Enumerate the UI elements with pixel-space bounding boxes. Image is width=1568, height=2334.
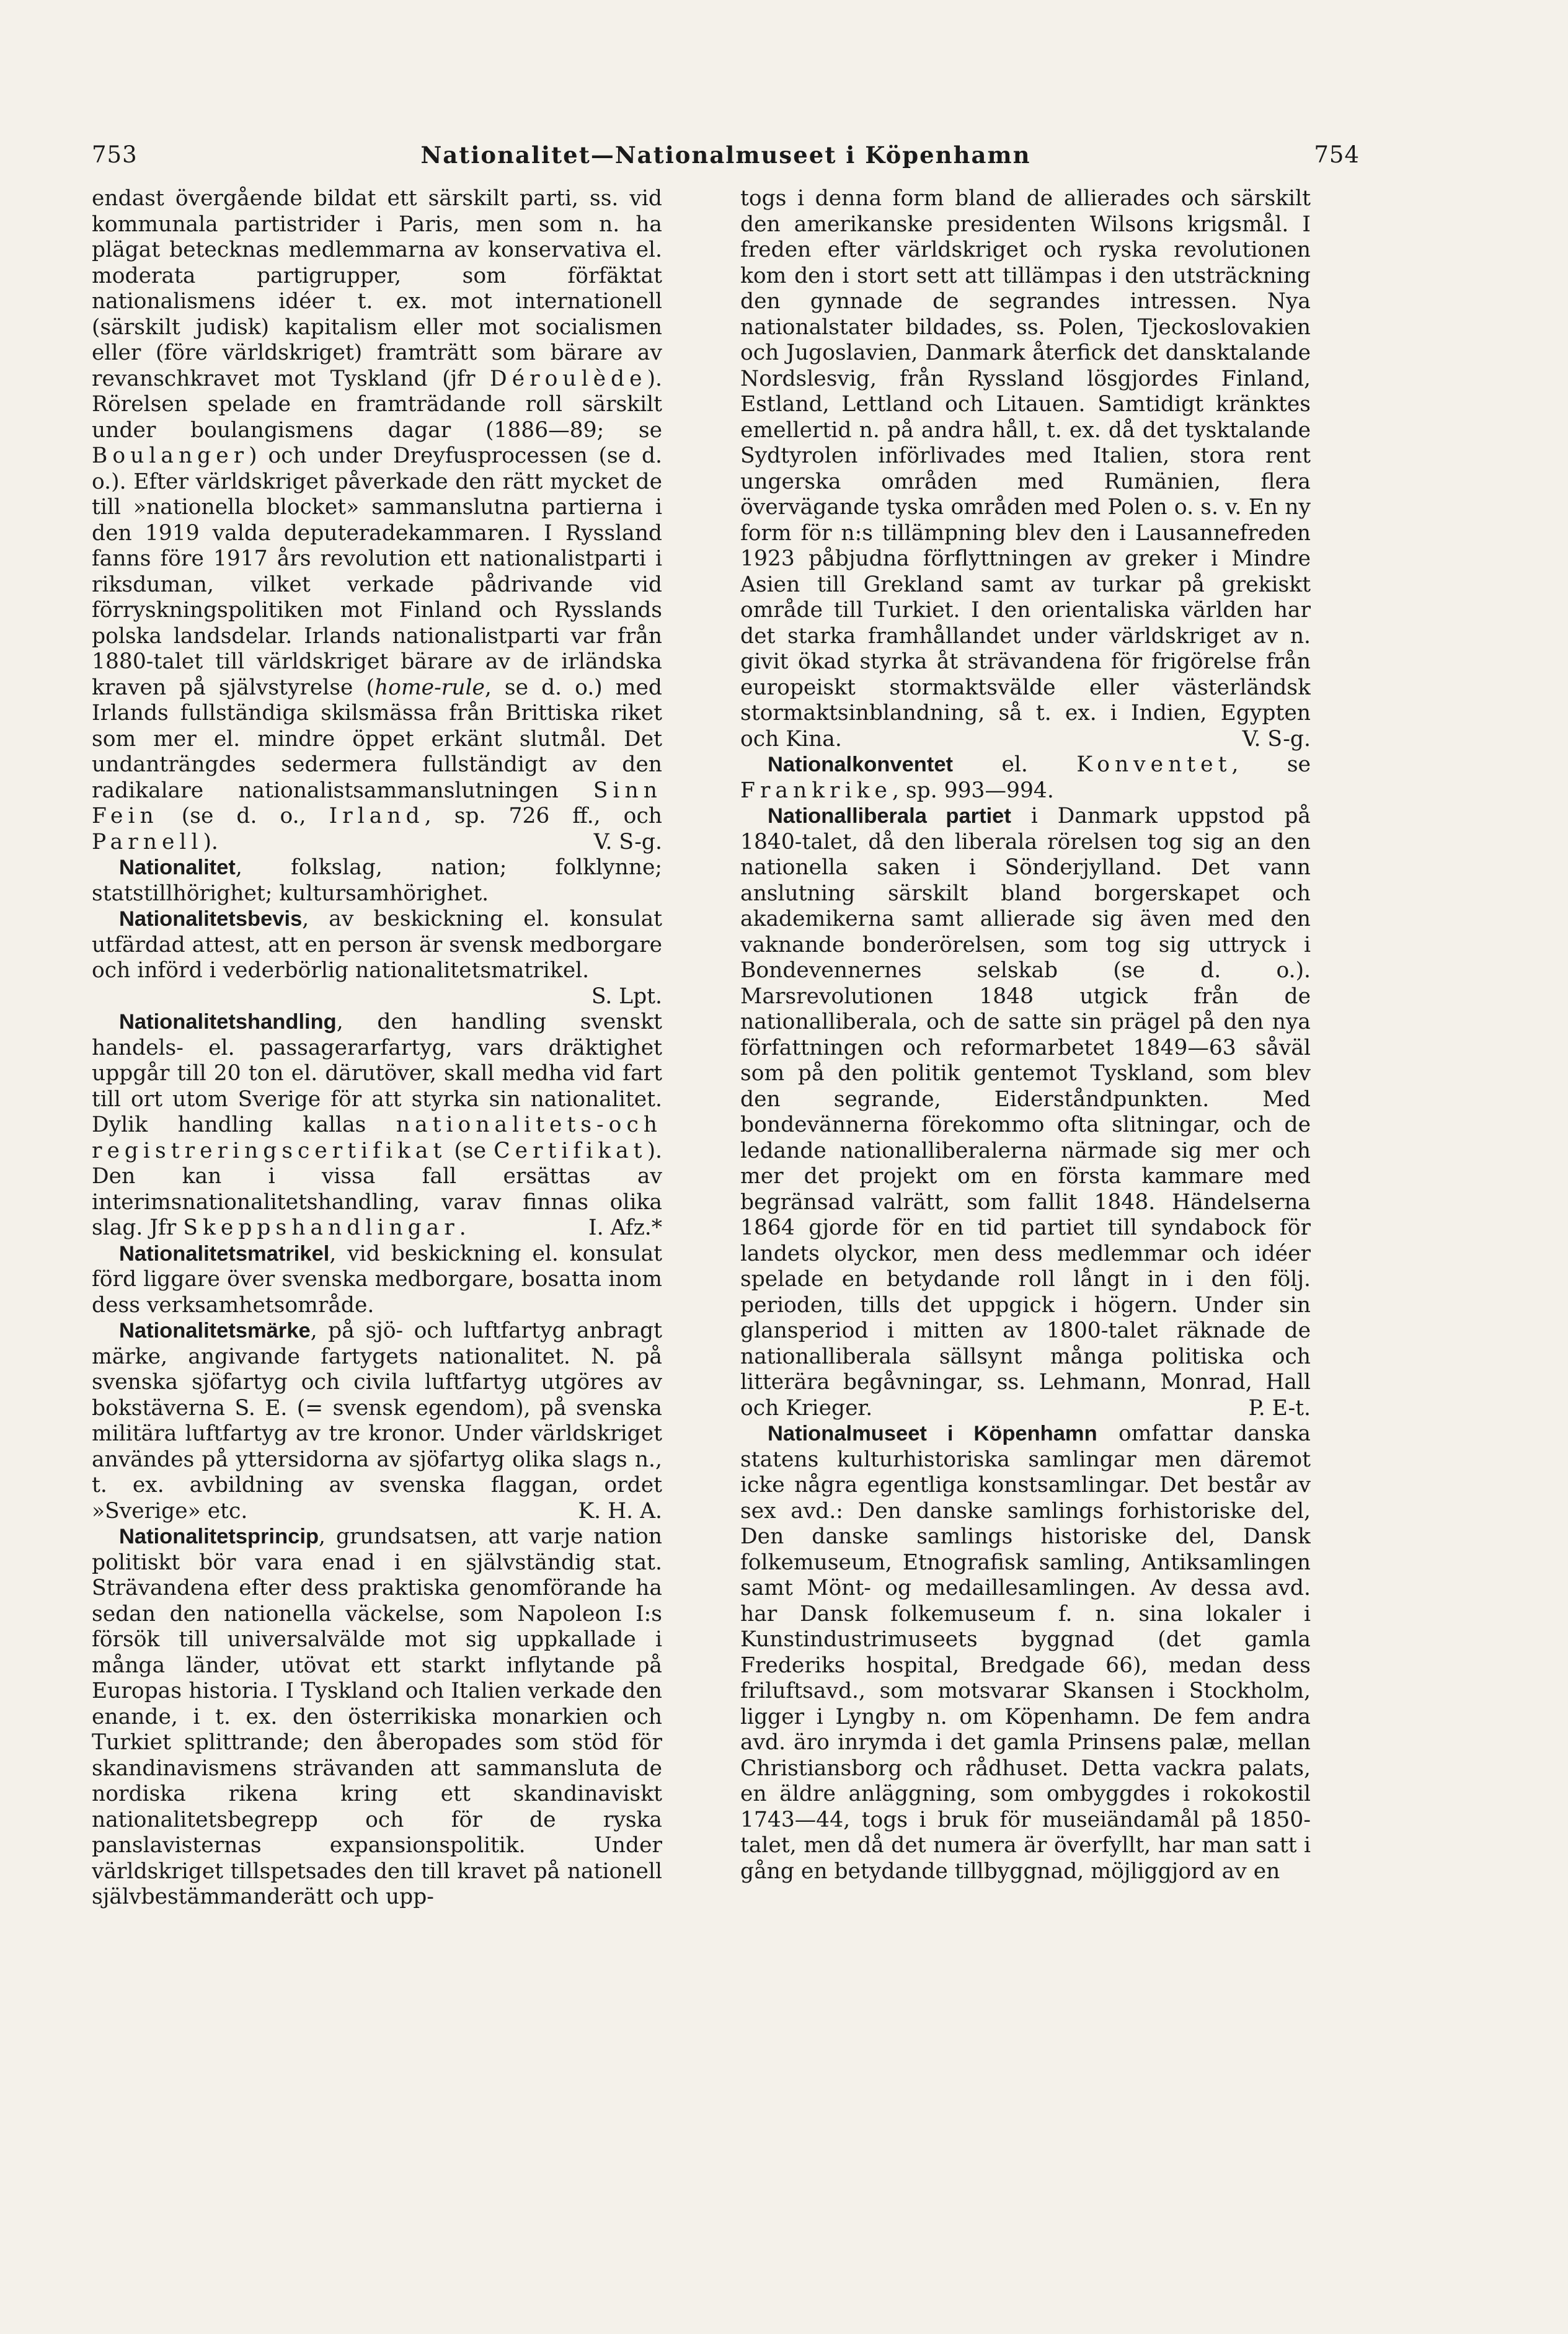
entry-continuation: [740, 186, 1311, 752]
author-signature: P. E-t.: [1248, 1395, 1311, 1421]
entry-nationalitetshandling: [92, 1009, 662, 1241]
entry-headword: Nationalkonventet: [768, 753, 954, 776]
entry-text: (se: [446, 1138, 494, 1163]
entry-nationalitetsmatrikel: [92, 1241, 662, 1319]
italic-term: home-rule: [374, 675, 485, 700]
cross-reference: Certifikat: [494, 1138, 647, 1163]
entry-text: ) och under Dreyfusprocessen (se d. o.). Efter världskriget påverkade den rätt mycket de till »nationella blocket» sammanslutna partierna i den 1919 valda deputeradekammaren. I Ryssland fanns före 1917 års revolution ett nationalistparti i riksduman, vilket verkade pådrivande vid förryskningspolitiken mot Finland och Rysslands polska landsdelar. Irlands nationalistparti var från 1880-talet till världskriget bärare av de irländska kraven på självstyrelse (: [92, 443, 662, 700]
running-header: [92, 141, 1360, 179]
cross-reference: Konventet: [1076, 752, 1232, 777]
entry-text: .: [459, 1215, 466, 1240]
cross-reference: nationalitets-och registreringscertifikat: [92, 1112, 662, 1163]
page-number-right: 754: [1314, 141, 1360, 168]
cross-reference: Skeppshandlingar: [183, 1215, 459, 1240]
entry-nationalitetsbevis: [92, 907, 662, 1009]
entry-text: ). Rörelsen spelade en framträdande roll särskilt under boulangismens dagar (1886—89; se: [92, 366, 662, 443]
entry-text: , på sjö- och luftfartyg anbragt märke, angivande fartygets nationalitet. N. på svenska sjöfartyg och civila luftfartyg utgöres av bokstäverna S. E. (= svensk egendom), på svenska militära luftfartyg av tre kronor. Under världskriget användes på yttersidorna av sjöfartyg olika slags n., t. ex. avbildning av svenska flaggan, ordet »Sverige» etc.: [92, 1318, 662, 1524]
entry-text: (se d. o.,: [158, 804, 329, 828]
entry-text: , grundsatsen, att varje nation politiskt bör vara enad i en självständig stat. Strävandena efter dess praktiska genomförande ha sedan den nationella väckelse, som Napoleon I:s försök till universalvälde mot sig uppkallade i många länder, utövat ett starkt inflytande på Europas historia. I Tyskland och Italien verkade den enande, i t. ex. den österrikiska monarkien och Turkiet splittrande; den åberopades som stöd för skandinavismens strävanden att sammansluta de nordiska rikena kring ett skandinaviskt nationalitetsbegrepp och för de ryska panslavisternas expansionspolitik. Under världskriget tillspetsades den till kravet på nationell självbestämmanderätt och upp-: [92, 1524, 662, 1909]
entry-text: el.: [953, 752, 1077, 777]
entry-headword: Nationalmuseet i Köpenhamn: [768, 1422, 1097, 1445]
entry-text: , sp. 993—994.: [892, 778, 1054, 803]
cross-reference: Déroulède: [490, 366, 647, 391]
cross-reference: Boulanger: [92, 443, 249, 468]
entry-headword: Nationalitetsmärke: [119, 1319, 311, 1342]
entry-headword: Nationalitetsmatrikel: [119, 1241, 330, 1266]
entry-headword: Nationalitetsbevis: [119, 907, 303, 931]
entry-text: i Danmark uppstod på 1840-talet, då den liberala rörelsen tog sig an den nationella saken i Sönderjylland. Det vann anslutning särskilt bland borgerskapet och akademikerna samt allierade sig även med den vaknande bonderörelsen, som tog sig uttryck i Bondevennernes selskab (se d. o.). Marsrevolutionen 1848 utgick från de nationalliberala, och de satte sin prägel på den nya författningen och reformarbetet 1849—63 såväl som på den politik gentemot Tyskland, som blev den segrande, Eiderståndpunkten. Med bondevännerna förekommo ofta slitningar, och de ledande nationalliberalerna närmade sig mer och mer det projekt om en första kammare med begränsad valrätt, som fallit 1848. Händelserna 1864 gjorde för en tid partiet till syndabock för landets olyckor, men dess medlemmar och idéer spelade en betydande roll långt in i den följ. perioden, tills det uppgick i högern. Under sin glansperiod i mitten av 1800-talet räknade de nationalliberala sällsynt många politiska och litterära begåvningar, ss. Lehmann, Monrad, Hall och Krieger.: [740, 804, 1311, 1421]
entry-continuation: [92, 186, 662, 855]
entry-text: endast övergående bildat ett särskilt parti, ss. vid kommunala partistrider i Paris, men som n. ha plägat betecknas medlemmarna av konservativa el. moderata partigrupper, som förfäktat nationalismens idéer t. ex. mot internationell (särskilt judisk) kapitalism eller mot socialismen eller (före världskriget) framträtt som bärare av revanschkravet mot Tyskland (jfr: [92, 186, 662, 391]
entry-text: , se d. o.) med Irlands fullständiga skilsmässa från Brittiska riket som mer el. mindre öppet erkänt slutmål. Det undanträngdes sedermera fullständigt av den radikalare nationalistsammanslutningen: [92, 675, 662, 803]
entry-text: togs i denna form bland de allierades och särskilt den amerikanske presidenten Wilsons krigsmål. I freden efter världskriget och ryska revolutionen kom den i stort sett att tillämpas i den utsträckning den gynnade de segrandes intressen. Nya nationalstater bildades, ss. Polen, Tjeckoslovakien och Jugoslavien, Danmark återfick det dansktalande Nordslesvig, från Ryssland lösgjordes Finland, Estland, Lettland och Litauen. Samtidigt kränktes emellertid n. på andra håll, t. ex. då det tysktalande Sydtyrolen införlivades med Italien, stora rent ungerska områden med Rumänien, flera övervägande tyska områden med Polen o. s. v. En ny form för n:s tillämpning blev den i Lausannefreden 1923 påbjudna förflyttningen av greker i Mindre Asien till Grekland samt av turkar på grekiskt område till Turkiet. I den orientaliska världen har det starka framhållandet under världskriget av n. givit ökad styrka åt strävandena för frigörelse från europeiskt stormaktsvälde eller västerländsk stormaktsinblandning, så t. ex. i Indien, Egypten och Kina.: [740, 186, 1311, 752]
right-column: [740, 186, 1311, 2263]
cross-reference: Sinn Fein: [92, 778, 662, 828]
author-signature: K. H. A.: [578, 1498, 662, 1524]
entry-headword: Nationalitetsprincip: [119, 1525, 319, 1548]
entry-nationalkonventet: [740, 752, 1311, 804]
entry-nationalitet: [92, 855, 662, 907]
entry-nationalliberala-partiet: [740, 804, 1311, 1421]
page-number-left: 753: [92, 141, 138, 168]
entry-nationalitetsmarke: [92, 1318, 662, 1524]
entry-text: , se: [1231, 752, 1311, 777]
entry-text: omfattar danska statens kulturhistoriska samlingar men däremot icke några egentliga konstsamlingar. Det består av sex avd.: Den danske samlings forhistoriske del, Den danske samlings historiske del, Dansk folkemuseum, Etnografisk samling, Antiksamlingen samt Mönt- og medaillesamlingen. Av dessa avd. har Dansk folkemuseum f. n. sina lokaler i Kunstindustrimuseets byggnad (det gamla Frederiks hospital, Bredgade 66), medan dess friluftsavd., som motsvarar Skansen i Stockholm, ligger i Lyngby n. om Köpenhamn. De fem andra avd. äro inrymda i det gamla Prinsens palæ, mellan Christiansborg och rådhuset. Detta vackra palats, en äldre anläggning, som ombyggdes i rokokostil 1743—44, togs i bruk för museiändamål på 1850-talet, men då det numera är överfyllt, har man satt i gång en betydande tillbyggnad, möjliggjord av en: [740, 1421, 1311, 1884]
cross-reference: Parnell: [92, 829, 203, 854]
author-signature: S. Lpt.: [591, 983, 662, 1009]
entry-text: , folkslag, nation; folklynne; statstillhörighet; kultursamhörighet.: [92, 855, 662, 906]
entry-nationalmuseet: [740, 1421, 1311, 1884]
entry-text: , vid beskickning el. konsulat förd liggare över svenska medborgare, bosatta inom dess verksamhetsområde.: [92, 1241, 662, 1318]
cross-reference: Frankrike: [740, 778, 892, 803]
entry-nationalitetsprincip: [92, 1524, 662, 1910]
author-signature: I. Afz.*: [588, 1215, 662, 1240]
entry-headword: Nationalitet: [119, 856, 236, 879]
entry-text: ). Den kan i vissa fall ersättas av interimsnationalitetshandling, varav finnas olika slag. Jfr: [92, 1138, 662, 1240]
entry-headword: Nationalitetshandling: [119, 1010, 337, 1034]
cross-reference: Irland: [329, 804, 425, 828]
running-title: Nationalitet—Nationalmuseet i Köpenhamn: [420, 141, 1031, 169]
entry-text: , den handling svenskt handels- el. passagerarfartyg, vars dräktighet uppgår till 20 ton el. därutöver, skall medha vid fart till ort utom Sverige för att styrka sin nationalitet. Dylik handling kallas: [92, 1009, 662, 1137]
left-column: [92, 186, 662, 2263]
entry-text: ).: [203, 829, 218, 854]
entry-text: , av beskickning el. konsulat utfärdad attest, att en person är svensk medborgare och införd i vederbörlig nationalitetsmatrikel.: [92, 907, 662, 983]
author-signature: V. S-g.: [1242, 726, 1311, 752]
author-signature: V. S-g.: [593, 829, 662, 854]
entry-text: , sp. 726 ff., och: [424, 804, 662, 828]
entry-headword: Nationalliberala partiet: [768, 804, 1011, 828]
